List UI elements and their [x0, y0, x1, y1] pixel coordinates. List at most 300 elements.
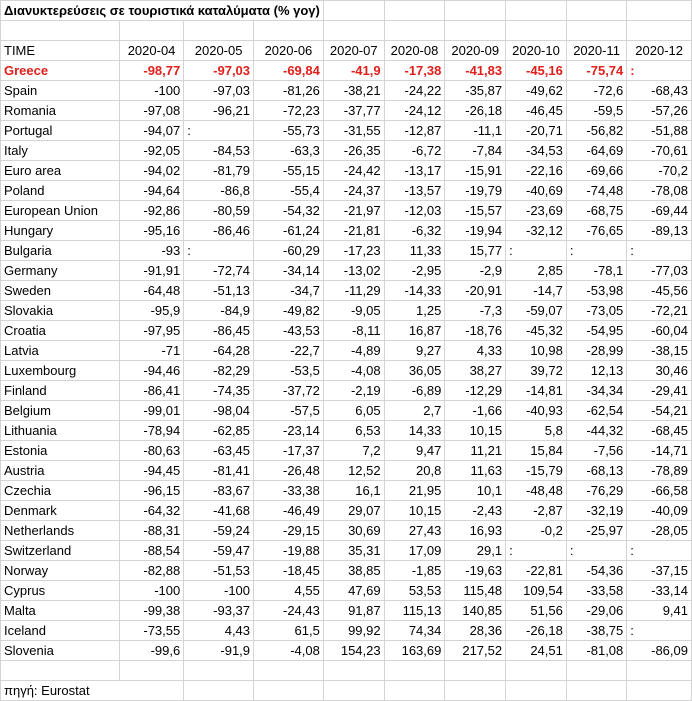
column-header: 2020-08	[384, 41, 445, 61]
data-cell: -44,32	[566, 421, 626, 441]
data-cell: -25,97	[566, 521, 626, 541]
data-cell: 140,85	[445, 601, 506, 621]
data-cell: -54,95	[566, 321, 626, 341]
data-cell: -33,38	[254, 481, 324, 501]
data-cell: -13,02	[323, 261, 384, 281]
data-cell: -54,32	[254, 201, 324, 221]
data-cell: -40,09	[627, 501, 692, 521]
data-cell: 4,55	[254, 581, 324, 601]
table-row	[1, 241, 692, 261]
empty-cell	[566, 681, 626, 701]
data-cell: :	[627, 621, 692, 641]
data-cell: 27,43	[384, 521, 445, 541]
data-cell: -60,29	[254, 241, 324, 261]
data-cell: -92,86	[119, 201, 183, 221]
data-cell: 29,1	[445, 541, 506, 561]
data-cell: -4,89	[323, 341, 384, 361]
data-cell: -96,15	[119, 481, 183, 501]
data-cell: -68,75	[566, 201, 626, 221]
data-cell: 11,63	[445, 461, 506, 481]
data-cell: -86,09	[627, 641, 692, 661]
table-row	[1, 621, 692, 641]
data-cell: -72,74	[184, 261, 254, 281]
data-cell: -78,1	[566, 261, 626, 281]
data-cell: -15,79	[506, 461, 567, 481]
empty-cell	[506, 21, 567, 41]
data-cell: -51,53	[184, 561, 254, 581]
data-cell: -94,64	[119, 181, 183, 201]
data-cell: -33,58	[566, 581, 626, 601]
empty-cell	[1, 661, 120, 681]
data-cell: -92,05	[119, 141, 183, 161]
data-cell: -96,21	[184, 101, 254, 121]
data-cell: -53,98	[566, 281, 626, 301]
empty-cell	[384, 681, 445, 701]
data-cell: -28,05	[627, 521, 692, 541]
data-cell: -73,05	[566, 301, 626, 321]
data-cell: -32,19	[566, 501, 626, 521]
data-cell: 154,23	[323, 641, 384, 661]
data-cell: 15,84	[506, 441, 567, 461]
row-label: Slovakia	[1, 301, 120, 321]
empty-cell	[323, 1, 384, 21]
data-cell: -35,87	[445, 81, 506, 101]
empty-cell	[384, 1, 445, 21]
data-cell: -59,24	[184, 521, 254, 541]
data-cell: -94,02	[119, 161, 183, 181]
empty-cell	[566, 661, 626, 681]
data-cell: 9,27	[384, 341, 445, 361]
data-cell: -34,7	[254, 281, 324, 301]
data-cell: -2,95	[384, 261, 445, 281]
data-cell: -53,5	[254, 361, 324, 381]
data-cell: 16,87	[384, 321, 445, 341]
data-cell: -97,95	[119, 321, 183, 341]
row-label: Greece	[1, 61, 120, 81]
data-cell: -88,54	[119, 541, 183, 561]
row-label: Portugal	[1, 121, 120, 141]
data-cell: -69,84	[254, 61, 324, 81]
data-cell: -7,3	[445, 301, 506, 321]
data-cell: 163,69	[384, 641, 445, 661]
data-cell: -24,22	[384, 81, 445, 101]
data-cell: -1,85	[384, 561, 445, 581]
data-cell: -97,03	[184, 81, 254, 101]
data-cell: 10,15	[384, 501, 445, 521]
data-cell: -28,99	[566, 341, 626, 361]
data-cell: -13,57	[384, 181, 445, 201]
data-cell: -82,29	[184, 361, 254, 381]
empty-cell	[184, 681, 254, 701]
data-cell: -99,38	[119, 601, 183, 621]
table-row	[1, 461, 692, 481]
empty-cell	[445, 681, 506, 701]
data-cell: -51,88	[627, 121, 692, 141]
empty-cell	[384, 21, 445, 41]
empty-cell	[119, 21, 183, 41]
data-cell: -2,19	[323, 381, 384, 401]
data-cell: 21,95	[384, 481, 445, 501]
data-cell: -83,67	[184, 481, 254, 501]
row-label: Bulgaria	[1, 241, 120, 261]
data-cell: -64,69	[566, 141, 626, 161]
row-label: Estonia	[1, 441, 120, 461]
row-label: Euro area	[1, 161, 120, 181]
data-cell: -64,28	[184, 341, 254, 361]
table-row	[1, 481, 692, 501]
data-cell: -94,45	[119, 461, 183, 481]
data-cell: -19,63	[445, 561, 506, 581]
table-row	[1, 341, 692, 361]
data-cell: 12,13	[566, 361, 626, 381]
row-label: Iceland	[1, 621, 120, 641]
data-cell: -11,29	[323, 281, 384, 301]
data-cell: -37,72	[254, 381, 324, 401]
data-cell: -97,08	[119, 101, 183, 121]
data-cell: -4,08	[254, 641, 324, 661]
data-cell: -7,84	[445, 141, 506, 161]
data-cell: -76,29	[566, 481, 626, 501]
data-cell: -19,79	[445, 181, 506, 201]
data-cell: -17,37	[254, 441, 324, 461]
table-row	[1, 641, 692, 661]
data-cell: -22,7	[254, 341, 324, 361]
data-cell: -22,16	[506, 161, 567, 181]
data-cell: -75,74	[566, 61, 626, 81]
chart-title: Διανυκτερεύσεις σε τουριστικά καταλύματα (% γογ)	[1, 1, 324, 21]
empty-cell	[323, 21, 384, 41]
data-cell: -93	[119, 241, 183, 261]
data-cell: -56,82	[566, 121, 626, 141]
data-cell: -78,08	[627, 181, 692, 201]
data-cell: -15,57	[445, 201, 506, 221]
data-cell: -34,14	[254, 261, 324, 281]
data-cell: -55,4	[254, 181, 324, 201]
data-cell: -81,08	[566, 641, 626, 661]
data-cell: 17,09	[384, 541, 445, 561]
data-cell: -80,63	[119, 441, 183, 461]
empty-cell	[254, 21, 324, 41]
row-label: Romania	[1, 101, 120, 121]
data-cell: -84,9	[184, 301, 254, 321]
data-cell: -62,54	[566, 401, 626, 421]
data-cell: -73,55	[119, 621, 183, 641]
data-cell: :	[506, 241, 567, 261]
data-cell: -40,69	[506, 181, 567, 201]
data-cell: 115,48	[445, 581, 506, 601]
table-row	[1, 141, 692, 161]
empty-cell	[254, 681, 324, 701]
data-cell: -69,66	[566, 161, 626, 181]
data-cell: 74,34	[384, 621, 445, 641]
data-cell: -59,5	[566, 101, 626, 121]
row-label: Luxembourg	[1, 361, 120, 381]
empty-cell	[384, 661, 445, 681]
data-cell: 10,98	[506, 341, 567, 361]
data-cell: -34,34	[566, 381, 626, 401]
data-cell: -37,77	[323, 101, 384, 121]
data-cell: -98,04	[184, 401, 254, 421]
data-cell: -1,66	[445, 401, 506, 421]
data-cell: -49,62	[506, 81, 567, 101]
table-row	[1, 281, 692, 301]
data-cell: -26,35	[323, 141, 384, 161]
data-cell: -24,37	[323, 181, 384, 201]
data-cell: -63,45	[184, 441, 254, 461]
row-label: Lithuania	[1, 421, 120, 441]
table-row	[1, 361, 692, 381]
data-cell: -11,1	[445, 121, 506, 141]
table-row	[1, 181, 692, 201]
data-cell: -8,11	[323, 321, 384, 341]
data-cell: 36,05	[384, 361, 445, 381]
table-row	[1, 541, 692, 561]
data-cell: -60,04	[627, 321, 692, 341]
data-cell: 9,41	[627, 601, 692, 621]
data-cell: -37,15	[627, 561, 692, 581]
table-row	[1, 521, 692, 541]
data-cell: 15,77	[445, 241, 506, 261]
data-cell: 9,47	[384, 441, 445, 461]
data-cell: -38,75	[566, 621, 626, 641]
data-cell: :	[627, 541, 692, 561]
row-label: Spain	[1, 81, 120, 101]
data-cell: -59,07	[506, 301, 567, 321]
row-label: Croatia	[1, 321, 120, 341]
empty-cell	[323, 661, 384, 681]
data-cell: -31,55	[323, 121, 384, 141]
data-cell: -12,03	[384, 201, 445, 221]
data-cell: -23,69	[506, 201, 567, 221]
data-cell: :	[627, 241, 692, 261]
data-cell: 2,85	[506, 261, 567, 281]
data-cell: -20,71	[506, 121, 567, 141]
data-cell: 109,54	[506, 581, 567, 601]
data-cell: -64,32	[119, 501, 183, 521]
row-label: Austria	[1, 461, 120, 481]
column-header: 2020-12	[627, 41, 692, 61]
column-header: 2020-09	[445, 41, 506, 61]
empty-cell	[119, 661, 183, 681]
data-cell: -100	[119, 81, 183, 101]
row-label: Poland	[1, 181, 120, 201]
data-cell: -84,53	[184, 141, 254, 161]
row-label: Hungary	[1, 221, 120, 241]
data-cell: 14,33	[384, 421, 445, 441]
data-cell: -20,91	[445, 281, 506, 301]
data-cell: -23,14	[254, 421, 324, 441]
column-header: 2020-05	[184, 41, 254, 61]
data-cell: -51,13	[184, 281, 254, 301]
column-header: 2020-11	[566, 41, 626, 61]
data-cell: -55,73	[254, 121, 324, 141]
data-cell: -78,94	[119, 421, 183, 441]
data-cell: -100	[119, 581, 183, 601]
blank-row	[1, 661, 692, 681]
data-cell: -45,16	[506, 61, 567, 81]
row-label: Switzerland	[1, 541, 120, 561]
data-cell: 115,13	[384, 601, 445, 621]
data-cell: -14,7	[506, 281, 567, 301]
data-cell: :	[184, 241, 254, 261]
data-cell: -14,71	[627, 441, 692, 461]
row-label: European Union	[1, 201, 120, 221]
data-cell: 39,72	[506, 361, 567, 381]
data-cell: -2,43	[445, 501, 506, 521]
data-cell: -45,56	[627, 281, 692, 301]
data-cell: -59,47	[184, 541, 254, 561]
header-row	[1, 41, 692, 61]
row-label: Netherlands	[1, 521, 120, 541]
data-cell: 99,92	[323, 621, 384, 641]
data-cell: -99,01	[119, 401, 183, 421]
data-cell: :	[184, 121, 254, 141]
data-cell: -24,12	[384, 101, 445, 121]
data-cell: -2,9	[445, 261, 506, 281]
empty-cell	[506, 1, 567, 21]
data-cell: -64,48	[119, 281, 183, 301]
row-label: Sweden	[1, 281, 120, 301]
table-row	[1, 261, 692, 281]
row-label: Belgium	[1, 401, 120, 421]
data-cell: -81,26	[254, 81, 324, 101]
data-cell: -94,46	[119, 361, 183, 381]
data-cell: -22,81	[506, 561, 567, 581]
data-cell: -24,42	[323, 161, 384, 181]
data-cell: :	[566, 541, 626, 561]
data-cell: -80,59	[184, 201, 254, 221]
data-cell: -19,88	[254, 541, 324, 561]
data-cell: 10,1	[445, 481, 506, 501]
data-cell: 30,69	[323, 521, 384, 541]
data-cell: -93,37	[184, 601, 254, 621]
data-cell: -55,15	[254, 161, 324, 181]
data-cell: -95,9	[119, 301, 183, 321]
empty-cell	[184, 661, 254, 681]
data-cell: -34,53	[506, 141, 567, 161]
data-cell: -13,17	[384, 161, 445, 181]
data-cell: -81,79	[184, 161, 254, 181]
data-cell: 28,36	[445, 621, 506, 641]
data-cell: :	[627, 61, 692, 81]
data-cell: -41,9	[323, 61, 384, 81]
data-cell: 1,25	[384, 301, 445, 321]
data-cell: 11,33	[384, 241, 445, 261]
data-cell: -89,13	[627, 221, 692, 241]
empty-cell	[323, 681, 384, 701]
data-cell: -54,36	[566, 561, 626, 581]
table-row	[1, 421, 692, 441]
data-cell: 4,43	[184, 621, 254, 641]
data-cell: -48,48	[506, 481, 567, 501]
data-cell: -41,83	[445, 61, 506, 81]
table-row	[1, 501, 692, 521]
row-label: Italy	[1, 141, 120, 161]
data-cell: -61,24	[254, 221, 324, 241]
data-cell: 30,46	[627, 361, 692, 381]
data-cell: -74,35	[184, 381, 254, 401]
empty-cell	[445, 21, 506, 41]
data-cell: -43,53	[254, 321, 324, 341]
table-row	[1, 121, 692, 141]
data-cell: -88,31	[119, 521, 183, 541]
data-cell: -81,41	[184, 461, 254, 481]
empty-cell	[445, 1, 506, 21]
data-cell: -91,91	[119, 261, 183, 281]
data-cell: -62,85	[184, 421, 254, 441]
data-cell: -74,48	[566, 181, 626, 201]
data-cell: 51,56	[506, 601, 567, 621]
data-cell: -6,72	[384, 141, 445, 161]
table-row	[1, 61, 692, 81]
data-cell: 38,85	[323, 561, 384, 581]
data-cell: -41,68	[184, 501, 254, 521]
data-cell: :	[566, 241, 626, 261]
data-cell: -6,89	[384, 381, 445, 401]
data-cell: 5,8	[506, 421, 567, 441]
data-cell: -17,23	[323, 241, 384, 261]
data-cell: -69,44	[627, 201, 692, 221]
data-cell: -18,76	[445, 321, 506, 341]
empty-cell	[627, 1, 692, 21]
table-row	[1, 301, 692, 321]
column-header: 2020-07	[323, 41, 384, 61]
data-cell: 6,05	[323, 401, 384, 421]
data-cell: 24,51	[506, 641, 567, 661]
row-label: Latvia	[1, 341, 120, 361]
empty-cell	[506, 681, 567, 701]
data-cell: -57,26	[627, 101, 692, 121]
empty-cell	[627, 21, 692, 41]
data-cell: -78,89	[627, 461, 692, 481]
column-header: 2020-10	[506, 41, 567, 61]
data-cell: -14,81	[506, 381, 567, 401]
column-header: 2020-04	[119, 41, 183, 61]
data-cell: 61,5	[254, 621, 324, 641]
data-cell: 91,87	[323, 601, 384, 621]
table-row	[1, 221, 692, 241]
data-cell: -29,15	[254, 521, 324, 541]
data-cell: -63,3	[254, 141, 324, 161]
data-cell: -98,77	[119, 61, 183, 81]
data-cell: -12,29	[445, 381, 506, 401]
empty-cell	[627, 681, 692, 701]
header-label: TIME	[1, 41, 120, 61]
data-cell: -21,97	[323, 201, 384, 221]
data-cell: -26,18	[506, 621, 567, 641]
data-cell: 16,1	[323, 481, 384, 501]
data-cell: -32,12	[506, 221, 567, 241]
table-row	[1, 441, 692, 461]
data-cell: 20,8	[384, 461, 445, 481]
data-cell: -68,13	[566, 461, 626, 481]
data-cell: -97,03	[184, 61, 254, 81]
empty-cell	[566, 21, 626, 41]
row-label: Denmark	[1, 501, 120, 521]
data-cell: -26,18	[445, 101, 506, 121]
data-cell: -66,58	[627, 481, 692, 501]
data-cell: -29,06	[566, 601, 626, 621]
data-cell: -68,43	[627, 81, 692, 101]
data-cell: -38,15	[627, 341, 692, 361]
table-row	[1, 101, 692, 121]
data-cell: 12,52	[323, 461, 384, 481]
data-cell: -57,5	[254, 401, 324, 421]
data-cell: -86,46	[184, 221, 254, 241]
source-note: πηγή: Eurostat	[1, 681, 184, 701]
table-row	[1, 581, 692, 601]
data-cell: -77,03	[627, 261, 692, 281]
